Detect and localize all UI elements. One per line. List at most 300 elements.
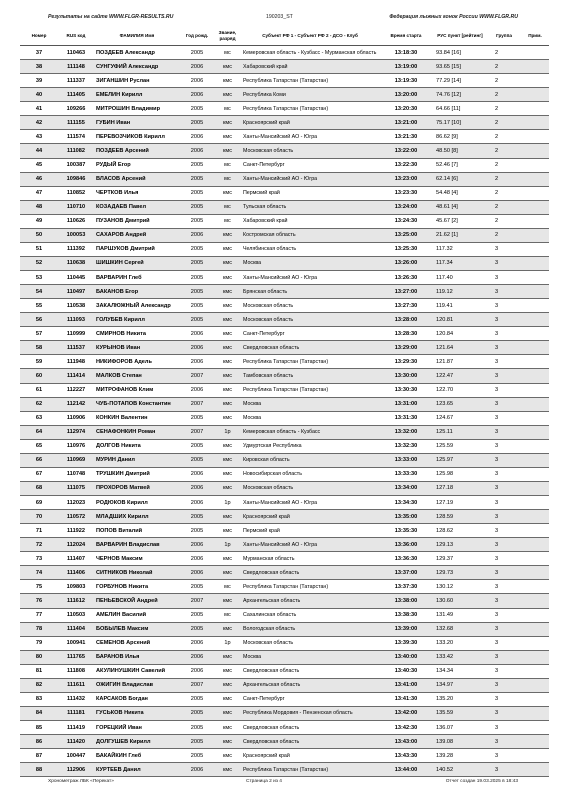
cell-rus-points: 129.13 <box>436 541 454 548</box>
cell-rank: 1р <box>224 429 231 436</box>
cell-bib-number: 66 <box>35 457 43 464</box>
cell-group: 3 <box>495 288 499 295</box>
cell-birth-year: 2006 <box>190 133 204 140</box>
cell-birth-year: 2005 <box>190 696 204 703</box>
cell-birth-year: 2006 <box>190 668 204 675</box>
cell-start-time: 13:28:00 <box>394 316 418 323</box>
cell-rus-points: 117.34 <box>436 260 453 267</box>
cell-region-club: Свердловская область <box>243 668 300 675</box>
cell-start-time: 13:40:30 <box>394 668 418 675</box>
cell-rank: кмс <box>222 91 233 98</box>
cell-athlete-name: САХАРОВ Андрей <box>96 232 147 239</box>
cell-start-time: 13:39:30 <box>394 640 418 647</box>
cell-start-time: 13:23:00 <box>394 176 418 183</box>
cell-region-club: Красноярский край <box>243 119 290 126</box>
cell-region-club: Кировская область <box>243 457 290 464</box>
cell-rank: кмс <box>222 682 233 689</box>
cell-bib-number: 84 <box>35 710 43 717</box>
cell-rus-points: 134.97 <box>436 682 454 689</box>
cell-group: 3 <box>495 640 499 647</box>
table-row <box>20 467 549 481</box>
table-row <box>20 749 549 763</box>
cell-start-time: 13:33:30 <box>394 471 418 478</box>
column-header-rus-points: РУС пункт [рейтинг] <box>433 26 487 46</box>
cell-note <box>521 439 549 453</box>
results-site-link[interactable]: Результаты на сайте WWW.FLGR-RESULTS.RU <box>48 14 174 20</box>
cell-birth-year: 2006 <box>190 91 204 98</box>
cell-group: 3 <box>495 752 499 759</box>
cell-rus-points: 124.67 <box>436 415 454 422</box>
cell-start-time: 13:23:30 <box>394 190 418 197</box>
cell-group: 3 <box>495 668 499 675</box>
cell-rus-points: 133.20 <box>436 640 454 647</box>
cell-note <box>521 46 549 60</box>
cell-rus-points: 128.62 <box>436 527 454 534</box>
cell-rank: кмс <box>222 260 233 267</box>
cell-rus-points: 133.42 <box>436 654 454 661</box>
cell-birth-year: 2005 <box>190 302 204 309</box>
cell-rank: кмс <box>222 133 233 140</box>
cell-rus-code: 110906 <box>66 415 86 422</box>
cell-note <box>521 650 549 664</box>
cell-group: 2 <box>495 119 499 126</box>
cell-rus-points: 127.18 <box>436 485 454 492</box>
cell-rus-points: 135.59 <box>436 710 454 717</box>
cell-rus-code: 111337 <box>66 77 86 84</box>
cell-group: 3 <box>495 626 499 633</box>
cell-rank: кмс <box>222 555 233 562</box>
cell-group: 3 <box>495 527 499 534</box>
cell-rus-points: 119.12 <box>436 288 453 295</box>
cell-rus-code: 112906 <box>66 766 86 773</box>
cell-note <box>521 467 549 481</box>
cell-start-time: 13:40:00 <box>394 654 418 661</box>
cell-rus-code: 111922 <box>66 527 86 534</box>
cell-athlete-name: ЧЕРНОВ Максим <box>96 555 143 562</box>
table-row <box>20 341 549 355</box>
cell-birth-year: 2005 <box>190 218 204 225</box>
cell-rus-code: 110969 <box>66 457 86 464</box>
table-row <box>20 439 549 453</box>
table-row <box>20 327 549 341</box>
federation-site-link[interactable]: Федерация лыжных гонок России WWW.FLGR.RU <box>389 14 518 20</box>
cell-rus-code: 110538 <box>66 302 86 309</box>
cell-note <box>521 481 549 495</box>
cell-rus-code: 109803 <box>66 583 86 590</box>
cell-rus-points: 45.67 [2] <box>436 218 458 225</box>
cell-rank: кмс <box>222 752 233 759</box>
cell-birth-year: 2007 <box>190 372 204 379</box>
cell-rus-points: 93.84 [16] <box>436 49 461 56</box>
cell-athlete-name: СУНГУФИЙ Александр <box>96 63 159 70</box>
cell-note <box>521 425 549 439</box>
cell-rus-code: 110497 <box>66 288 86 295</box>
cell-start-time: 13:27:30 <box>394 302 418 309</box>
table-row <box>20 369 549 383</box>
cell-rank: 1р <box>224 640 231 647</box>
cell-bib-number: 82 <box>35 682 43 689</box>
table-row <box>20 510 549 524</box>
header-row <box>20 26 549 46</box>
cell-rus-code: 111574 <box>66 133 86 140</box>
cell-group: 3 <box>495 696 499 703</box>
cell-rus-code: 110572 <box>66 513 86 520</box>
cell-birth-year: 2005 <box>190 288 204 295</box>
cell-group: 3 <box>495 555 499 562</box>
cell-rus-points: 139.28 <box>436 752 454 759</box>
cell-region-club: Пермский край <box>243 527 280 534</box>
cell-rus-code: 112142 <box>66 401 86 408</box>
table-row <box>20 144 549 158</box>
cell-note <box>521 256 549 270</box>
cell-rus-code: 111406 <box>66 569 86 576</box>
cell-athlete-name: ДОЛГУШЕВ Кирилл <box>96 738 151 745</box>
cell-rus-code: 100387 <box>66 162 86 169</box>
cell-region-club: Новосибирская область <box>243 471 302 478</box>
cell-rank: кмс <box>222 232 233 239</box>
cell-birth-year: 2005 <box>190 105 204 112</box>
cell-rus-code: 111432 <box>66 696 86 703</box>
cell-start-time: 13:18:30 <box>394 49 418 56</box>
cell-note <box>521 566 549 580</box>
cell-athlete-name: СЕМЕНОВ Арсений <box>96 640 151 647</box>
table-row <box>20 299 549 313</box>
cell-note <box>521 130 549 144</box>
cell-bib-number: 61 <box>35 387 43 394</box>
cell-group: 3 <box>495 724 499 731</box>
cell-note <box>521 692 549 706</box>
cell-note <box>521 158 549 172</box>
cell-athlete-name: ПАРШУКОВ Дмитрий <box>96 246 155 253</box>
cell-start-time: 13:38:30 <box>394 612 418 619</box>
cell-group: 3 <box>495 654 499 661</box>
cell-bib-number: 64 <box>35 429 43 436</box>
column-header-rank: Звание, разряд <box>214 26 241 46</box>
cell-athlete-name: ПОПОВ Виталий <box>96 527 143 534</box>
table-header <box>20 26 549 46</box>
cell-rank: мс <box>224 612 231 619</box>
cell-start-time: 13:30:00 <box>394 372 418 379</box>
cell-rank: кмс <box>222 316 233 323</box>
table-row <box>20 650 549 664</box>
cell-birth-year: 2007 <box>190 682 204 689</box>
cell-athlete-name: СИТНИКОВ Николай <box>96 569 153 576</box>
cell-birth-year: 2005 <box>190 204 204 211</box>
cell-athlete-name: БАКАЙКИН Глеб <box>96 752 142 759</box>
cell-rank: мс <box>224 49 231 56</box>
cell-rus-code: 111612 <box>66 597 86 604</box>
cell-athlete-name: МЛАДШИХ Кирилл <box>96 513 149 520</box>
cell-note <box>521 242 549 256</box>
table-row <box>20 355 549 369</box>
cell-bib-number: 43 <box>35 133 43 140</box>
cell-rus-code: 100447 <box>66 752 86 759</box>
table-row <box>20 313 549 327</box>
table-row <box>20 285 549 299</box>
cell-bib-number: 83 <box>35 696 43 703</box>
cell-rank: кмс <box>222 724 233 731</box>
cell-bib-number: 57 <box>35 330 43 337</box>
cell-rank: мс <box>224 204 231 211</box>
cell-start-time: 13:25:00 <box>394 232 418 239</box>
cell-rus-code: 111537 <box>66 344 86 351</box>
cell-start-time: 13:21:00 <box>394 119 418 126</box>
table-row <box>20 228 549 242</box>
cell-rus-points: 122.47 <box>436 372 454 379</box>
cell-group: 3 <box>495 316 499 323</box>
cell-note <box>521 369 549 383</box>
cell-region-club: Москва <box>243 401 262 408</box>
cell-birth-year: 2005 <box>190 710 204 717</box>
cell-region-club: Санкт-Петербург <box>243 330 285 337</box>
cell-group: 2 <box>495 49 499 56</box>
cell-start-time: 13:22:00 <box>394 147 418 154</box>
cell-rus-points: 129.73 <box>436 569 454 576</box>
cell-rus-points: 128.59 <box>436 513 454 520</box>
footer-page-number: Страница 2 из 4 <box>246 779 282 784</box>
cell-group: 2 <box>495 162 499 169</box>
cell-group: 2 <box>495 133 499 140</box>
cell-rank: кмс <box>222 246 233 253</box>
cell-start-time: 13:26:30 <box>394 274 418 281</box>
cell-rank: кмс <box>222 344 233 351</box>
cell-rus-points: 132.68 <box>436 626 454 633</box>
cell-region-club: Брянская область <box>243 288 288 295</box>
cell-bib-number: 76 <box>35 597 43 604</box>
cell-group: 3 <box>495 766 499 773</box>
cell-region-club: Республика Татарстан (Татарстан) <box>243 766 329 773</box>
cell-start-time: 13:29:00 <box>394 344 418 351</box>
cell-bib-number: 79 <box>35 640 43 647</box>
cell-start-time: 13:32:00 <box>394 429 418 436</box>
cell-rank: кмс <box>222 415 233 422</box>
cell-note <box>521 60 549 74</box>
cell-athlete-name: АМЕЛИН Василий <box>96 612 147 619</box>
cell-birth-year: 2005 <box>190 457 204 464</box>
cell-group: 3 <box>495 485 499 492</box>
cell-birth-year: 2005 <box>190 612 204 619</box>
cell-rus-code: 111093 <box>66 316 86 323</box>
cell-rus-points: 120.81 <box>436 316 454 323</box>
cell-birth-year: 2005 <box>190 527 204 534</box>
cell-rank: мс <box>224 162 231 169</box>
cell-bib-number: 51 <box>35 246 43 253</box>
cell-rank: кмс <box>222 288 233 295</box>
cell-bib-number: 49 <box>35 218 43 225</box>
cell-athlete-name: ПОЗДЕЕВ Арсений <box>96 147 149 154</box>
table-row <box>20 271 549 285</box>
cell-note <box>521 749 549 763</box>
cell-rus-code: 110999 <box>66 330 86 337</box>
cell-birth-year: 2006 <box>190 330 204 337</box>
cell-rus-code: 111155 <box>67 119 85 126</box>
cell-region-club: Московская область <box>243 302 294 309</box>
cell-rank: кмс <box>222 443 233 450</box>
cell-rus-points: 48.61 [4] <box>436 204 458 211</box>
column-header-birth-year: Год рожд. <box>180 26 214 46</box>
footer-timing: Хронометраж ЛБК «Перекат» <box>48 779 114 784</box>
cell-rus-code: 110976 <box>66 443 86 450</box>
cell-birth-year: 2005 <box>190 316 204 323</box>
cell-region-club: Красноярский край <box>243 752 290 759</box>
cell-rank: кмс <box>222 626 233 633</box>
cell-rus-code: 111075 <box>66 485 86 492</box>
cell-birth-year: 2005 <box>190 724 204 731</box>
cell-rus-code: 112024 <box>66 541 86 548</box>
cell-rank: кмс <box>222 527 233 534</box>
cell-rus-code: 111419 <box>66 724 86 731</box>
cell-region-club: Санкт-Петербург <box>243 696 285 703</box>
cell-athlete-name: БАРАНОВ Илья <box>96 654 140 661</box>
column-header-start-time: Время старта <box>379 26 433 46</box>
cell-athlete-name: БАКАНОВ Егор <box>96 288 139 295</box>
table-row <box>20 383 549 397</box>
cell-note <box>521 510 549 524</box>
cell-region-club: Тульская область <box>243 204 287 211</box>
cell-rus-code: 111181 <box>67 710 85 717</box>
cell-bib-number: 74 <box>35 569 43 576</box>
cell-group: 2 <box>495 147 499 154</box>
cell-group: 3 <box>495 387 499 394</box>
cell-rus-points: 130.12 <box>436 583 454 590</box>
table-row <box>20 763 549 777</box>
cell-bib-number: 56 <box>35 316 43 323</box>
cell-note <box>521 608 549 622</box>
cell-rus-points: 62.14 [6] <box>436 176 458 183</box>
cell-athlete-name: МАЛКОВ Степан <box>96 372 142 379</box>
cell-group: 3 <box>495 471 499 478</box>
cell-group: 3 <box>495 682 499 689</box>
cell-athlete-name: ПЕРЕВОЗЧИКОВ Кирилл <box>96 133 165 140</box>
table-row <box>20 411 549 425</box>
cell-athlete-name: БОБЫЛЕВ Максим <box>96 626 149 633</box>
cell-region-club: Москва <box>243 654 262 661</box>
cell-bib-number: 52 <box>35 260 43 267</box>
cell-rus-code: 111414 <box>66 372 86 379</box>
cell-note <box>521 341 549 355</box>
cell-rus-points: 74.76 [12] <box>436 91 461 98</box>
cell-bib-number: 46 <box>35 176 43 183</box>
cell-athlete-name: КОНКИН Валентин <box>96 415 148 422</box>
cell-athlete-name: МУРИН Данил <box>96 457 135 464</box>
cell-bib-number: 47 <box>35 190 43 197</box>
cell-rank: кмс <box>222 668 233 675</box>
cell-start-time: 13:21:30 <box>394 133 418 140</box>
cell-rus-points: 123.65 <box>436 401 454 408</box>
cell-rus-points: 52.46 [7] <box>436 162 458 169</box>
cell-athlete-name: ГОРЕЦКИЙ Иван <box>96 724 142 731</box>
cell-athlete-name: МИТРОШИН Владимир <box>96 105 161 112</box>
cell-athlete-name: КУРТЕЕВ Данил <box>96 766 141 773</box>
table-row <box>20 46 549 60</box>
cell-athlete-name: ВАРВАРИН Глеб <box>96 274 142 281</box>
cell-bib-number: 48 <box>35 204 43 211</box>
cell-rus-code: 111405 <box>66 91 86 98</box>
cell-athlete-name: ШИШКИН Сергей <box>96 260 144 267</box>
cell-group: 3 <box>495 457 499 464</box>
cell-start-time: 13:34:00 <box>394 485 418 492</box>
cell-athlete-name: ГУБИН Иван <box>96 119 131 126</box>
cell-start-time: 13:42:00 <box>394 710 418 717</box>
cell-rus-code: 110463 <box>66 49 86 56</box>
cell-region-club: Санкт-Петербург <box>243 162 285 169</box>
cell-rus-code: 110710 <box>66 204 86 211</box>
cell-start-time: 13:29:30 <box>394 358 418 365</box>
cell-note <box>521 538 549 552</box>
cell-group: 3 <box>495 443 499 450</box>
cell-note <box>521 228 549 242</box>
cell-rus-points: 48.50 [8] <box>436 147 458 154</box>
cell-start-time: 13:31:00 <box>394 401 418 408</box>
cell-rank: кмс <box>222 387 233 394</box>
cell-bib-number: 78 <box>35 626 43 633</box>
cell-region-club: Республика Татарстан (Татарстан) <box>243 387 329 394</box>
cell-rus-code: 111082 <box>66 147 86 154</box>
cell-note <box>521 200 549 214</box>
cell-rus-points: 139.08 <box>436 738 454 745</box>
cell-group: 3 <box>495 260 499 267</box>
cell-bib-number: 55 <box>35 302 43 309</box>
cell-athlete-name: ПРОХОРОВ Матвей <box>96 485 150 492</box>
cell-region-club: Тамбовская область <box>243 372 294 379</box>
cell-region-club: Московская область <box>243 640 294 647</box>
cell-note <box>521 144 549 158</box>
cell-bib-number: 86 <box>35 738 43 745</box>
table-row <box>20 664 549 678</box>
cell-birth-year: 2006 <box>190 555 204 562</box>
cell-rus-points: 125.59 <box>436 443 454 450</box>
cell-note <box>521 678 549 692</box>
cell-group: 3 <box>495 302 499 309</box>
cell-group: 3 <box>495 738 499 745</box>
cell-rank: кмс <box>222 457 233 464</box>
cell-region-club: Московская область <box>243 316 294 323</box>
cell-bib-number: 44 <box>35 147 43 154</box>
cell-start-time: 13:36:30 <box>394 555 418 562</box>
cell-rus-points: 54.48 [4] <box>436 190 458 197</box>
cell-group: 3 <box>495 499 499 506</box>
cell-rus-points: 119.41 <box>436 302 453 309</box>
cell-note <box>521 706 549 720</box>
cell-start-time: 13:34:30 <box>394 499 418 506</box>
cell-rank: мс <box>224 583 231 590</box>
cell-birth-year: 2006 <box>190 387 204 394</box>
cell-group: 3 <box>495 710 499 717</box>
cell-group: 3 <box>495 513 499 520</box>
cell-rus-points: 21.62 [1] <box>436 232 458 239</box>
cell-rus-points: 129.37 <box>436 555 454 562</box>
cell-rus-points: 121.64 <box>436 344 454 351</box>
cell-start-time: 13:30:30 <box>394 387 418 394</box>
cell-rank: кмс <box>222 471 233 478</box>
cell-bib-number: 71 <box>35 527 43 534</box>
cell-birth-year: 2005 <box>190 274 204 281</box>
cell-birth-year: 2005 <box>190 752 204 759</box>
cell-region-club: Ханты-Мансийский АО - Югра <box>243 274 318 281</box>
cell-rank: кмс <box>222 63 233 70</box>
cell-region-club: Москва <box>243 260 262 267</box>
cell-group: 3 <box>495 246 499 253</box>
cell-rus-code: 111404 <box>66 626 86 633</box>
table-row <box>20 453 549 467</box>
cell-start-time: 13:41:30 <box>394 696 418 703</box>
cell-rus-code: 112974 <box>66 429 86 436</box>
table-row <box>20 678 549 692</box>
cell-group: 3 <box>495 415 499 422</box>
cell-athlete-name: ОЖИГИН Владислав <box>96 682 154 689</box>
cell-rank: кмс <box>222 401 233 408</box>
cell-start-time: 13:33:00 <box>394 457 418 464</box>
